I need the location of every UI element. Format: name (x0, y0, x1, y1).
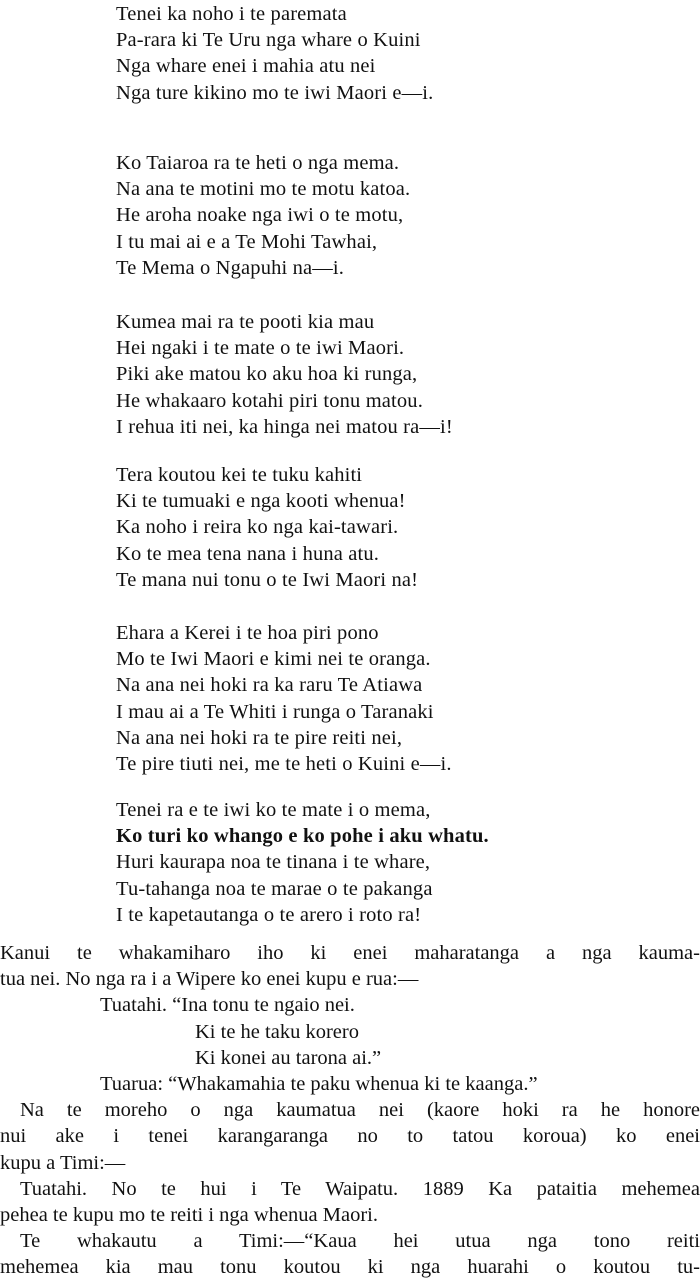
poem-line: Tu-tahanga noa te marae o te pakanga (116, 877, 433, 900)
prose-line: mehemea kia mau tonu koutou ki nga huarahi o koutou tu- (0, 1256, 700, 1279)
poem-line: Kumea mai ra te pooti kia mau (116, 311, 375, 333)
stanza-1 (116, 1, 433, 106)
poem-line: Hei ngaki i te mate o te iwi Maori. (116, 337, 405, 360)
prose-line: Ki te he taku korero (195, 1020, 359, 1043)
poem-line: Te Mema o Ngapuhi na—i. (116, 256, 345, 279)
poem-line: Pa-rara ki Te Uru nga whare o Kuini (116, 29, 421, 52)
poem-line: I te kapetautanga o te arero i roto ra! (116, 903, 422, 926)
prose-section (0, 940, 700, 1280)
prose-line: Na te moreho o nga kaumatua nei (kaore hoki ra he honore (20, 1099, 700, 1122)
poem-line: He aroha noake nga iwi o te motu, (116, 204, 404, 227)
poem-line: Tenei ra e te iwi ko te mate i o mema, (116, 799, 431, 821)
prose-line: Tuatahi. “Ina tonu te ngaio nei. (100, 994, 355, 1017)
poem-line: Ka noho i reira ko nga kai-tawari. (116, 516, 399, 539)
poem-line: Tera koutou kei te tuku kahiti (116, 464, 363, 486)
poem-line: Mo te Iwi Maori e kimi nei te oranga. (116, 648, 431, 671)
poem-line: Ehara a Kerei i te hoa piri pono (116, 622, 379, 644)
prose-line: pehea te kupu mo te reiti i nga whenua Maori. (0, 1203, 378, 1226)
prose-line: tua nei. No nga ra i a Wipere ko enei kupu e rua:— (0, 968, 419, 991)
poem-line: Nga ture kikino mo te iwi Maori e—i. (116, 81, 434, 104)
stanza-6 (116, 797, 489, 928)
stanza-3 (116, 309, 453, 440)
poem-line: Huri kaurapa noa te tinana i te whare, (116, 851, 431, 874)
stanza-5 (116, 620, 452, 777)
poem-line: Ko turi ko whango e ko pohe i aku whatu. (116, 825, 489, 848)
poem-line: Piki ake matou ko aku hoa ki runga, (116, 363, 418, 386)
stanza-2 (116, 150, 410, 281)
poem-line: Te pire tiuti nei, me te heti o Kuini e—i. (116, 752, 452, 775)
poem-line: Tenei ka noho i te paremata (116, 3, 347, 25)
prose-line: Kanui te whakamiharo iho ki enei maharatanga a nga kauma- (0, 942, 700, 964)
poem-line: Na ana te motini mo te motu katoa. (116, 178, 411, 201)
prose-line: nui ake i tenei karangaranga no to tatou koroua) ko enei (0, 1125, 700, 1148)
prose-line: Tuatahi. No te hui i Te Waipatu. 1889 Ka pataitia mehemea (20, 1177, 700, 1200)
poem-line: He whakaaro kotahi piri tonu matou. (116, 389, 423, 412)
poem-line: Na ana nei hoki ra te pire reiti nei, (116, 726, 403, 749)
poem-line: Te mana nui tonu o te Iwi Maori na! (116, 568, 419, 591)
prose-line: kupu a Timi:— (0, 1151, 126, 1174)
prose-line: Te whakautu a Timi:—“Kaua hei utua nga tono reiti (20, 1230, 700, 1253)
poem-line: Na ana nei hoki ra ka raru Te Atiawa (116, 674, 423, 697)
poem-line: Ko Taiaroa ra te heti o nga mema. (116, 152, 400, 174)
poem-line: I rehua iti nei, ka hinga nei matou ra—i! (116, 415, 453, 438)
poem-line: I mau ai a Te Whiti i runga o Taranaki (116, 700, 434, 723)
poem-line: Nga whare enei i mahia atu nei (116, 55, 376, 78)
prose-line: Ki konei au tarona ai.” (195, 1046, 382, 1069)
poem-line: I tu mai ai e a Te Mohi Tawhai, (116, 230, 378, 253)
poem-line: Ko te mea tena nana i huna atu. (116, 542, 380, 565)
poem-line: Ki te tumuaki e nga kooti whenua! (116, 490, 406, 513)
stanza-4 (116, 462, 418, 593)
prose-line: Tuarua: “Whakamahia te paku whenua ki te kaanga.” (100, 1072, 538, 1095)
